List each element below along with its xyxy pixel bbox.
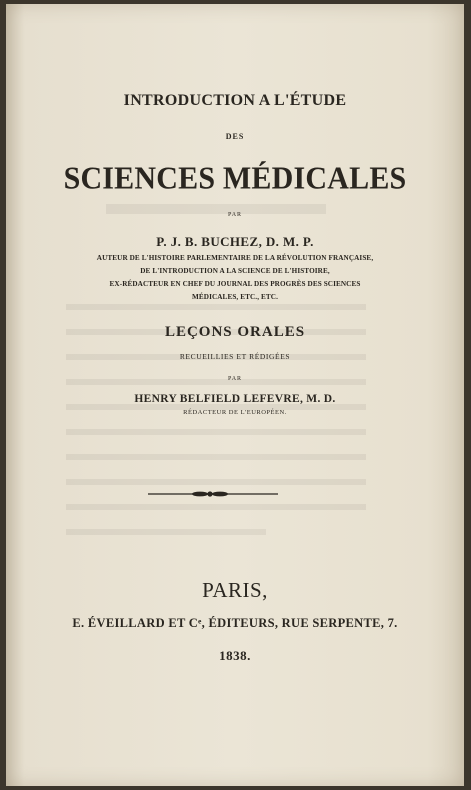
title-page bbox=[6, 4, 464, 786]
editor-name: HENRY BELFIELD LEFEVRE, M. D. bbox=[134, 393, 336, 405]
author-credential: MÉDICALES, ETC., ETC. bbox=[192, 293, 278, 301]
imprint-city: PARIS, bbox=[202, 578, 268, 602]
author-credential: EX-RÉDACTEUR EN CHEF DU JOURNAL DES PROGRÈS DES SCIENCES bbox=[109, 280, 361, 288]
ornament-divider-icon bbox=[148, 489, 278, 499]
imprint-publisher: E. ÉVEILLARD ET Cᵉ, ÉDITEURS, RUE SERPENTE, 7. bbox=[72, 616, 398, 630]
subtitle: LEÇONS ORALES bbox=[164, 324, 306, 340]
main-title: SCIENCES MÉDICALES bbox=[63, 161, 407, 196]
author-credential: DE L'INTRODUCTION A LA SCIENCE DE L'HISTOIRE, bbox=[140, 267, 330, 275]
author-credential: AUTEUR DE L'HISTOIRE PARLEMENTAIRE DE LA RÉVOLUTION FRANÇAISE, bbox=[96, 254, 374, 262]
author-par: PAR bbox=[227, 212, 243, 218]
recueillies-line: RECUEILLIES ET RÉDIGÉES bbox=[179, 352, 291, 361]
imprint-year: 1838. bbox=[219, 648, 251, 663]
title-line-1: INTRODUCTION A L'ÉTUDE bbox=[123, 92, 347, 109]
editor-role: RÉDACTEUR DE L'EUROPÉEN. bbox=[183, 409, 287, 416]
editor-par: PAR bbox=[227, 376, 243, 382]
author-name: P. J. B. BUCHEZ, D. M. P. bbox=[156, 234, 314, 249]
title-connector-des: DES bbox=[225, 132, 245, 141]
